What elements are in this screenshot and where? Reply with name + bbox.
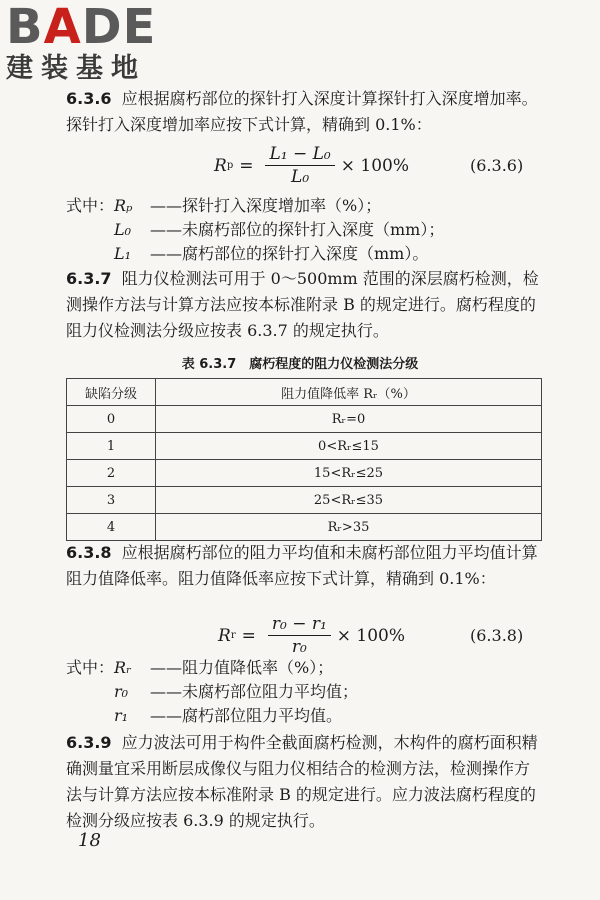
section-number: 6.3.6 bbox=[66, 89, 112, 108]
table-header-row: 缺陷分级 阻力值降低率 Rᵣ（%） bbox=[67, 379, 542, 406]
logo-wordmark: BADE bbox=[6, 0, 157, 55]
table-row: 3 25<Rᵣ≤35 bbox=[67, 487, 542, 514]
section-6-3-6 bbox=[66, 86, 544, 138]
table-row: 2 15<Rᵣ≤25 bbox=[67, 460, 542, 487]
page-number: 18 bbox=[78, 830, 101, 851]
section-6-3-8 bbox=[66, 540, 544, 592]
section-text: 应根据腐朽部位的阻力平均值和未腐朽部位阻力平均值计算阻力值降低率。阻力值降低率应按下式计算，精确到 0.1%： bbox=[66, 543, 538, 588]
table-row: 4 Rᵣ>35 bbox=[67, 514, 542, 541]
section-number: 6.3.9 bbox=[66, 733, 112, 752]
section-number: 6.3.7 bbox=[66, 269, 112, 288]
section-6-3-7 bbox=[66, 266, 544, 344]
section-text: 应力波法可用于构件全截面腐朽检测，木构件的腐朽面积精确测量宜采用断层成像仪与阻力仪相结合的检测方法，检测操作方法与计算方法应按本标准附录 B 的规定进行。应力波法腐朽程度的检测分级应按表 6.3.9 的规定执行。 bbox=[66, 733, 538, 830]
logo-subtitle: 建装基地 bbox=[6, 53, 146, 84]
definitions-6-3-8: 式中：Rᵣ ——阻力值降低率（%）； r₀ ——未腐朽部位阻力平均值； r₁ ——腐朽部位阻力平均值。 bbox=[66, 658, 359, 725]
table-row: 0 Rᵣ=0 bbox=[67, 406, 542, 433]
table-row: 1 0<Rᵣ≤15 bbox=[67, 433, 542, 460]
formula-6-3-6: R p = $\frac{\text{L₁ − L₀}}{\text{L₀}}$ × 100% bbox=[214, 144, 409, 187]
fraction: $\frac{\text{r₀ − r₁}}{\text{r₀}}$ bbox=[268, 614, 331, 657]
definitions-6-3-6: 式中：Rₚ ——探针打入深度增加率（%）； L₀ ——未腐朽部位的探针打入深度（mm）； L₁ ——腐朽部位的探针打入深度（mm）。 bbox=[66, 196, 445, 263]
section-number: 6.3.8 bbox=[66, 543, 112, 562]
section-text: 阻力仪检测法可用于 0～500mm 范围的深层腐朽检测，检测操作方法与计算方法应按本标准附录 B 的规定进行。腐朽程度的阻力仪检测法分级应按表 6.3.7 的规定执行。 bbox=[66, 269, 539, 340]
fraction: $\frac{\text{L₁ − L₀}}{\text{L₀}}$ bbox=[265, 144, 334, 187]
equation-number: (6.3.6) bbox=[470, 156, 524, 175]
table-caption: 表 6.3.7 腐朽程度的阻力仪检测法分级 bbox=[181, 357, 419, 372]
equation-number: (6.3.8) bbox=[470, 626, 524, 645]
formula-6-3-8: R r = $\frac{\text{r₀ − r₁}}{\text{r₀}}$ × 100% bbox=[218, 614, 406, 657]
section-6-3-9 bbox=[66, 730, 544, 834]
section-text: 应根据腐朽部位的探针打入深度计算探针打入深度增加率。探针打入深度增加率应按下式计算，精确到 0.1%： bbox=[66, 89, 538, 134]
grading-table bbox=[66, 378, 542, 541]
logo bbox=[6, 2, 156, 84]
